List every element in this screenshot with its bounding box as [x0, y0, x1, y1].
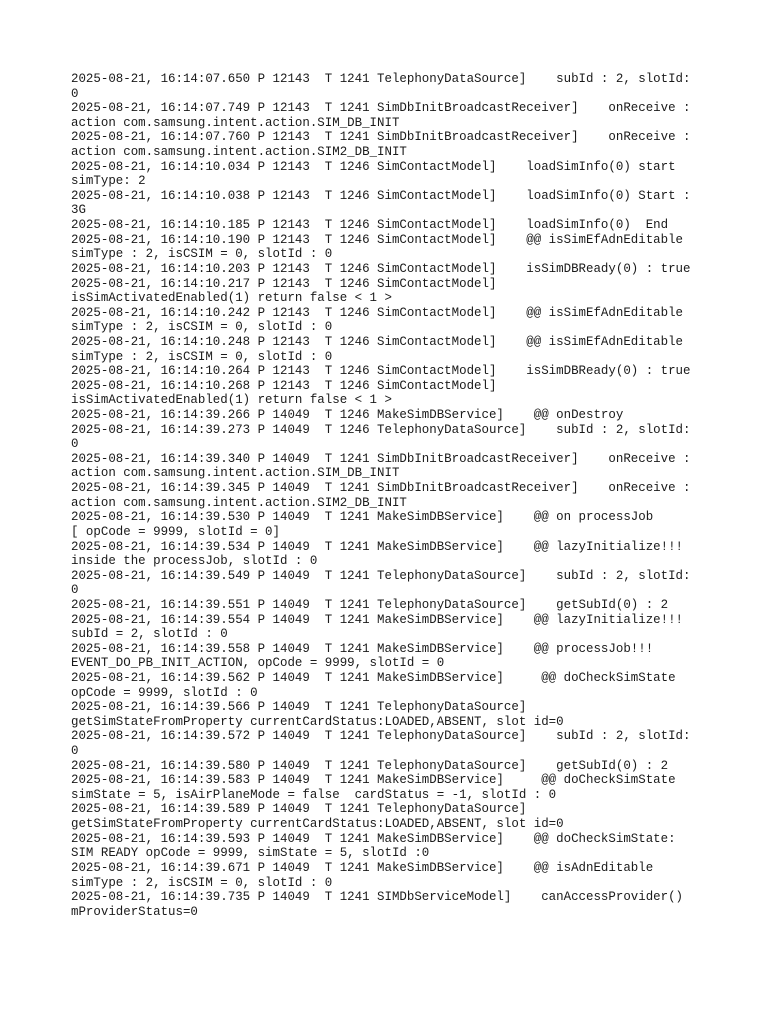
log-line: 2025-08-21, 16:14:10.248 P 12143 T 1246 SimContactModel] @@ isSimEfAdnEditable	[71, 334, 684, 349]
log-line: action com.samsung.intent.action.SIM2_DB_INIT	[71, 495, 407, 510]
log-line: 2025-08-21, 16:14:10.203 P 12143 T 1246 SimContactModel] isSimDBReady(0) : true	[71, 261, 691, 276]
log-line: 2025-08-21, 16:14:10.038 P 12143 T 1246 SimContactModel] loadSimInfo(0) Start :	[71, 188, 691, 203]
log-line: 2025-08-21, 16:14:39.671 P 14049 T 1241 MakeSimDBService] @@ isAdnEditable	[71, 860, 654, 875]
log-line: 2025-08-21, 16:14:39.593 P 14049 T 1241 MakeSimDBService] @@ doCheckSimState:	[71, 831, 676, 846]
log-line: 2025-08-21, 16:14:10.185 P 12143 T 1246 SimContactModel] loadSimInfo(0) End	[71, 218, 669, 233]
log-line: 2025-08-21, 16:14:39.534 P 14049 T 1241 MakeSimDBService] @@ lazyInitialize!!!	[71, 539, 684, 554]
log-line: 2025-08-21, 16:14:10.217 P 12143 T 1246 SimContactModel]	[71, 276, 497, 291]
log-line: 2025-08-21, 16:14:39.580 P 14049 T 1241 TelephonyDataSource] getSubId(0) : 2	[71, 758, 669, 773]
log-line: simType : 2, isCSIM = 0, slotId : 0	[71, 875, 333, 890]
log-line: 2025-08-21, 16:14:39.572 P 14049 T 1241 TelephonyDataSource] subId : 2, slotId:	[71, 729, 691, 744]
log-line: 2025-08-21, 16:14:39.583 P 14049 T 1241 MakeSimDBService] @@ doCheckSimState	[71, 773, 676, 788]
log-line: 2025-08-21, 16:14:39.554 P 14049 T 1241 MakeSimDBService] @@ lazyInitialize!!!	[71, 612, 684, 627]
log-line: 0	[71, 583, 79, 598]
log-line: 0	[71, 86, 79, 101]
log-line: action com.samsung.intent.action.SIM2_DB_INIT	[71, 145, 407, 160]
log-line: 2025-08-21, 16:14:39.551 P 14049 T 1241 TelephonyDataSource] getSubId(0) : 2	[71, 597, 669, 612]
log-line: 2025-08-21, 16:14:10.268 P 12143 T 1246 SimContactModel]	[71, 378, 497, 393]
log-line: action com.samsung.intent.action.SIM_DB_INIT	[71, 466, 400, 481]
log-line: 2025-08-21, 16:14:10.190 P 12143 T 1246 SimContactModel] @@ isSimEfAdnEditable	[71, 232, 684, 247]
log-line: 2025-08-21, 16:14:39.558 P 14049 T 1241 MakeSimDBService] @@ processJob!!!	[71, 641, 654, 656]
log-line: simState = 5, isAirPlaneMode = false cardStatus = -1, slotId : 0	[71, 787, 557, 802]
log-line: EVENT_DO_PB_INIT_ACTION, opCode = 9999, slotId = 0	[71, 656, 445, 671]
log-line: 2025-08-21, 16:14:39.273 P 14049 T 1246 TelephonyDataSource] subId : 2, slotId:	[71, 422, 691, 437]
log-line: subId = 2, slotId : 0	[71, 627, 228, 642]
log-line: 2025-08-21, 16:14:39.589 P 14049 T 1241 TelephonyDataSource]	[71, 802, 527, 817]
log-line: simType : 2, isCSIM = 0, slotId : 0	[71, 247, 333, 262]
log-line: 2025-08-21, 16:14:39.566 P 14049 T 1241 TelephonyDataSource]	[71, 700, 527, 715]
log-line: getSimStateFromProperty currentCardStatus:LOADED,ABSENT, slot id=0	[71, 817, 564, 832]
log-line: simType : 2, isCSIM = 0, slotId : 0	[71, 320, 333, 335]
log-line: isSimActivatedEnabled(1) return false < 1 >	[71, 291, 392, 306]
log-line: inside the processJob, slotId : 0	[71, 554, 318, 569]
log-line: getSimStateFromProperty currentCardStatus:LOADED,ABSENT, slot id=0	[71, 714, 564, 729]
log-line: 2025-08-21, 16:14:07.749 P 12143 T 1241 SimDbInitBroadcastReceiver] onReceive :	[71, 101, 691, 116]
log-line: simType: 2	[71, 174, 146, 189]
log-line: simType : 2, isCSIM = 0, slotId : 0	[71, 349, 333, 364]
log-line: [ opCode = 9999, slotId = 0]	[71, 524, 280, 539]
log-line: 2025-08-21, 16:14:39.530 P 14049 T 1241 MakeSimDBService] @@ on processJob	[71, 510, 654, 525]
log-line: 3G	[71, 203, 86, 218]
log-line: SIM READY opCode = 9999, simState = 5, slotId :0	[71, 846, 430, 861]
log-line: mProviderStatus=0	[71, 904, 198, 919]
log-text-block	[71, 72, 711, 919]
log-line: 2025-08-21, 16:14:39.549 P 14049 T 1241 TelephonyDataSource] subId : 2, slotId:	[71, 568, 691, 583]
log-line: 2025-08-21, 16:14:39.340 P 14049 T 1241 SimDbInitBroadcastReceiver] onReceive :	[71, 451, 691, 466]
log-line: 0	[71, 744, 79, 759]
log-line: 2025-08-21, 16:14:39.345 P 14049 T 1241 SimDbInitBroadcastReceiver] onReceive :	[71, 481, 691, 496]
log-line: action com.samsung.intent.action.SIM_DB_INIT	[71, 115, 400, 130]
log-line: isSimActivatedEnabled(1) return false < 1 >	[71, 393, 392, 408]
log-line: 2025-08-21, 16:14:10.264 P 12143 T 1246 SimContactModel] isSimDBReady(0) : true	[71, 364, 691, 379]
log-line: 2025-08-21, 16:14:07.760 P 12143 T 1241 SimDbInitBroadcastReceiver] onReceive :	[71, 130, 691, 145]
log-line: 2025-08-21, 16:14:07.650 P 12143 T 1241 TelephonyDataSource] subId : 2, slotId:	[71, 72, 691, 86]
log-line: 0	[71, 437, 79, 452]
log-line: opCode = 9999, slotId : 0	[71, 685, 258, 700]
log-line: 2025-08-21, 16:14:39.735 P 14049 T 1241 SIMDbServiceModel] canAccessProvider()	[71, 890, 684, 905]
log-line: 2025-08-21, 16:14:10.242 P 12143 T 1246 SimContactModel] @@ isSimEfAdnEditable	[71, 305, 684, 320]
log-line: 2025-08-21, 16:14:39.562 P 14049 T 1241 MakeSimDBService] @@ doCheckSimState	[71, 670, 676, 685]
log-line: 2025-08-21, 16:14:39.266 P 14049 T 1246 MakeSimDBService] @@ onDestroy	[71, 408, 624, 423]
log-line: 2025-08-21, 16:14:10.034 P 12143 T 1246 SimContactModel] loadSimInfo(0) start	[71, 159, 676, 174]
